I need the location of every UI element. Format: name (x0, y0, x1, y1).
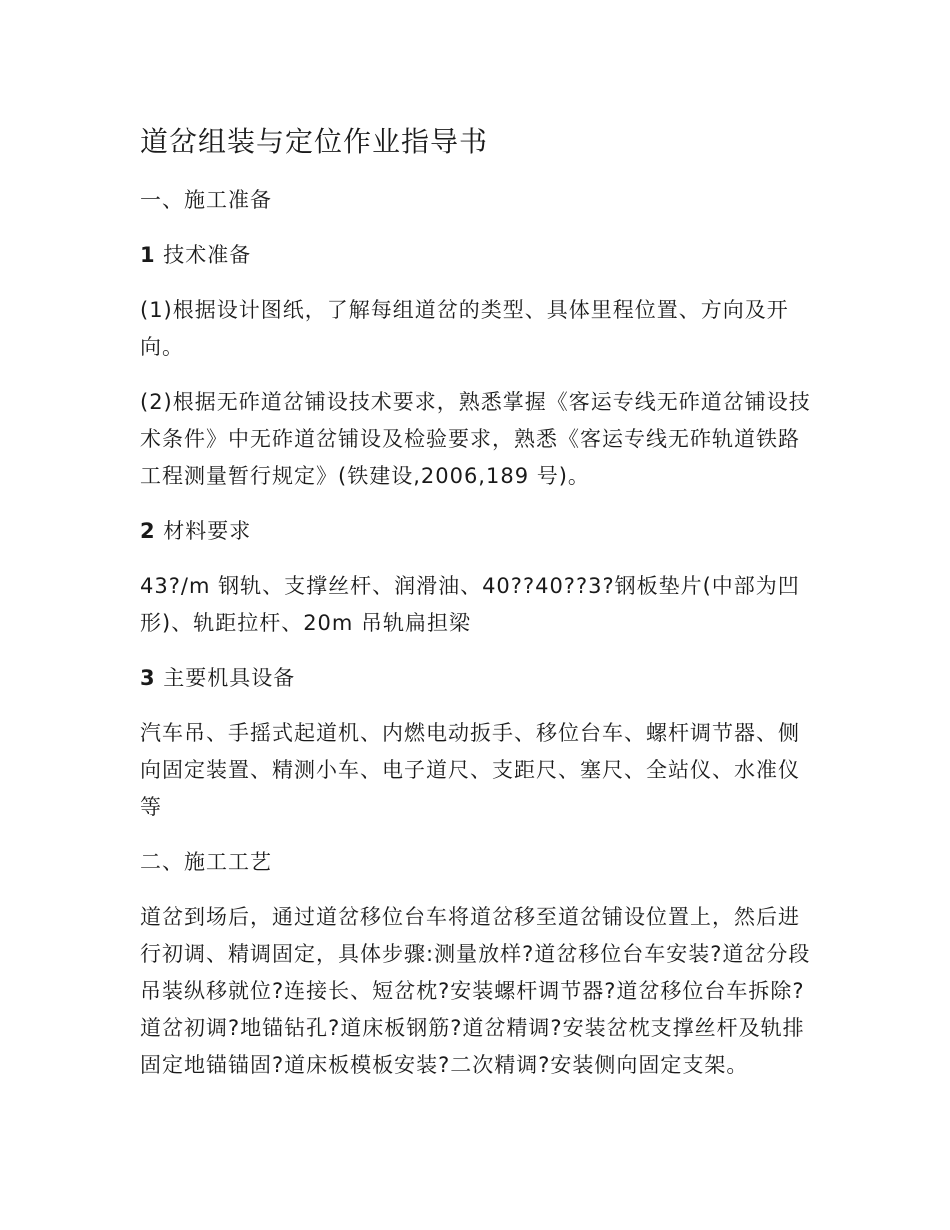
section-heading-construction-prep: 一、施工准备 (140, 188, 272, 212)
subsection-label: 技术准备 (155, 243, 252, 267)
section-heading-construction-process: 二、施工工艺 (140, 850, 272, 874)
subsection-number: 1 (140, 243, 156, 267)
paragraph-technical-prep-2: (2)根据无砟道岔铺设技术要求，熟悉掌握《客运专线无砟道岔铺设技术条件》中无砟道岔铺设及检验要求，熟悉《客运专线无砟轨道铁路工程测量暂行规定》(铁建设,2006,189 号)。 (140, 390, 811, 488)
subsection-heading-technical-prep (140, 237, 820, 274)
paragraph-equipment: 汽车吊、手摇式起道机、内燃电动扳手、移位台车、螺杆调节器、侧向固定装置、精测小车、电子道尺、支距尺、塞尺、全站仪、水准仪等 (140, 721, 800, 819)
subsection-label: 材料要求 (155, 519, 252, 543)
paragraph-construction-process: 道岔到场后，通过道岔移位台车将道岔移至道岔铺设位置上，然后进行初调、精调固定，具体步骤:测量放样?道岔移位台车安装?道岔分段吊装纵移就位?连接长、短岔枕?安装螺杆调节器?道岔移位台车拆除?道岔初调?地锚钻孔?道床板钢筋?道岔精调?安装岔枕支撑丝杆及轨排固定地锚锚固?道床板模板安装?二次精调?安装侧向固定支架。 (140, 905, 811, 1077)
subsection-heading-equipment (140, 660, 820, 697)
document-page (140, 120, 820, 1102)
paragraph-technical-prep-1: (1)根据设计图纸，了解每组道岔的类型、具体里程位置、方向及开向。 (140, 298, 789, 359)
paragraph-material-requirements: 43?/m 钢轨、支撑丝杆、润滑油、40??40??3?钢板垫片(中部为凹形)、轨距拉杆、20m 吊轨扁担梁 (140, 574, 800, 635)
document-title: 道岔组装与定位作业指导书 (140, 125, 489, 158)
subsection-number: 2 (140, 519, 156, 543)
subsection-heading-material-requirements (140, 513, 820, 550)
subsection-label: 主要机具设备 (155, 666, 296, 690)
subsection-number: 3 (140, 666, 156, 690)
